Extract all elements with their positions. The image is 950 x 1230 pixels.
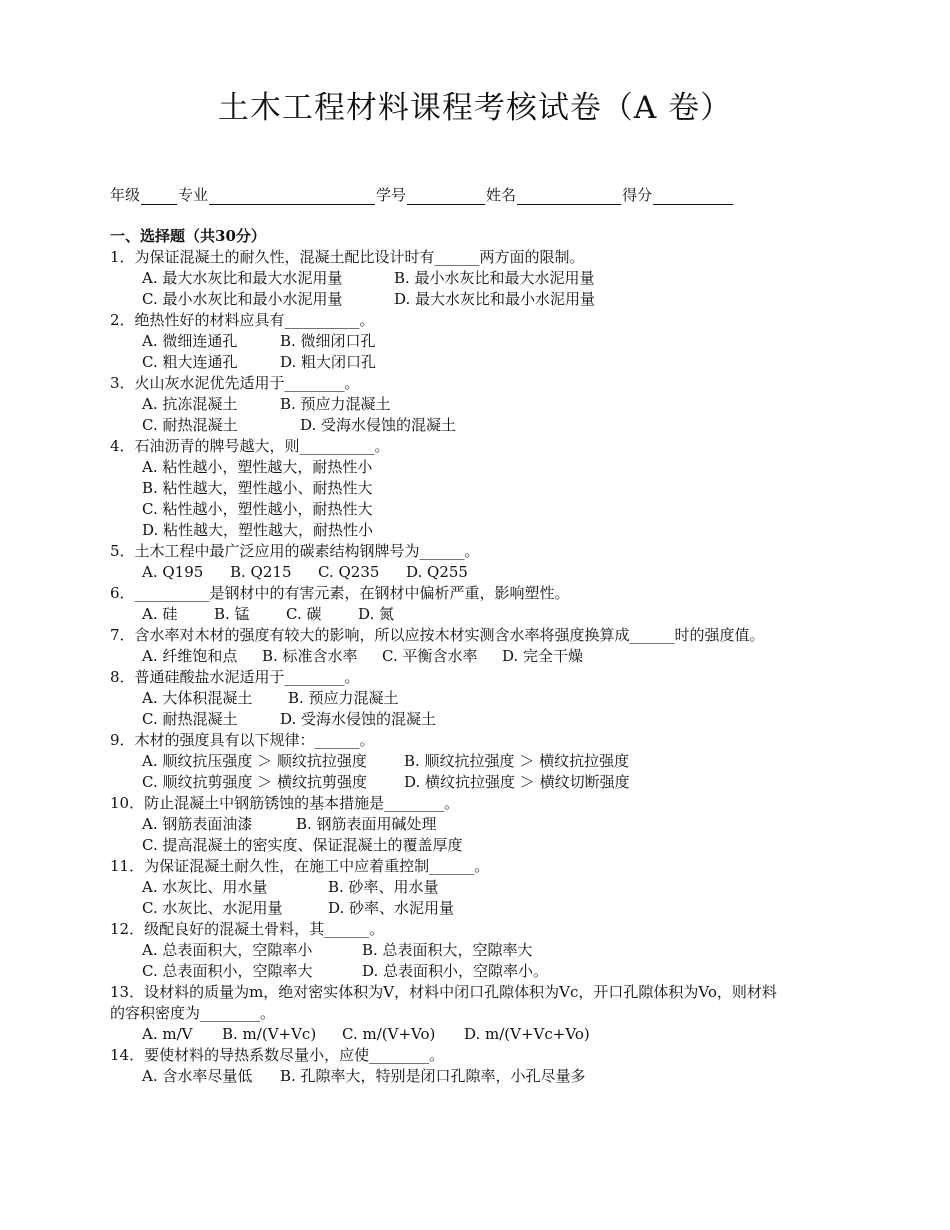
- option-a: A. 顺纹抗压强度 ＞ 顺纹抗拉强度: [142, 752, 367, 770]
- name-label: 姓名: [486, 186, 517, 204]
- question-8: 8．普通硅酸盐水泥适用于________。: [110, 668, 360, 686]
- option-b: B. 总表面积大，空隙率大: [362, 941, 533, 959]
- question-3-options-row1: [110, 394, 840, 415]
- major-label: 专业: [178, 186, 209, 204]
- option-d: D. 受海水侵蚀的混凝土: [280, 710, 437, 728]
- question-9: 9．木材的强度具有以下规律：______。: [110, 731, 375, 749]
- option-b: B. 预应力混凝土: [288, 689, 399, 707]
- option-b: B. 钢筋表面用碱处理: [296, 815, 437, 833]
- name-blank[interactable]: [517, 188, 621, 205]
- option-c: C. 最小水灰比和最小水泥用量: [142, 290, 343, 308]
- option-d: D. Q255: [406, 563, 468, 581]
- question-4: 4．石油沥青的牌号越大，则__________。: [110, 437, 390, 455]
- option-c: C. Q235: [318, 563, 380, 581]
- question-1: 1．为保证混凝土的耐久性，混凝土配比设计时有______两方面的限制。: [110, 248, 585, 266]
- option-b: B. 粘性越大，塑性越小、耐热性大: [142, 479, 373, 497]
- option-d: D. 受海水侵蚀的混凝土: [300, 416, 457, 434]
- major-blank[interactable]: [209, 188, 375, 205]
- question-12-options-row1: [110, 940, 840, 961]
- question-11-options-row1: [110, 877, 840, 898]
- question-6: 6．__________是钢材中的有害元素，在钢材中偏析严重，影响塑性。: [110, 584, 570, 602]
- question-6-options: [110, 604, 840, 625]
- question-5-options: [110, 562, 840, 583]
- option-a: A. 水灰比、用水量: [142, 878, 268, 896]
- option-b: B. m/(V+Vc): [222, 1025, 317, 1043]
- option-b: B. 锰: [214, 605, 250, 623]
- option-d: D. m/(V+Vc+Vo): [464, 1025, 590, 1043]
- option-d: D. 横纹抗拉强度 ＞ 横纹切断强度: [404, 773, 630, 791]
- question-7-options: [110, 646, 840, 667]
- option-d: D. 砂率、水泥用量: [328, 899, 455, 917]
- option-c: C. 碳: [286, 605, 322, 623]
- option-b: B. 标准含水率: [262, 647, 358, 665]
- option-b: B. 预应力混凝土: [280, 395, 391, 413]
- question-11-options-row2: [110, 898, 840, 919]
- question-13-continued: 的容积密度为________。: [110, 1004, 276, 1022]
- option-d: D. 粗大闭口孔: [280, 353, 377, 371]
- option-b: B. 微细闭口孔: [280, 332, 376, 350]
- score-label: 得分: [622, 186, 653, 204]
- grade-label: 年级: [110, 186, 141, 204]
- student-id-blank[interactable]: [407, 188, 485, 205]
- question-8-options-row2: [110, 709, 840, 730]
- option-a: A. m/V: [142, 1025, 193, 1043]
- option-a: A. 硅: [142, 605, 178, 623]
- question-1-options-row1: [110, 268, 840, 289]
- option-a: A. 钢筋表面油漆: [142, 815, 253, 833]
- question-12-options-row2: [110, 961, 840, 982]
- question-10-options-row1: [110, 814, 840, 835]
- option-a: A. 抗冻混凝土: [142, 395, 238, 413]
- option-c: C. 粗大连通孔: [142, 353, 238, 371]
- section-heading: 一、选择题（共30分）: [110, 227, 266, 245]
- option-d: D. 总表面积小，空隙率小。: [362, 962, 549, 980]
- option-b: B. Q215: [230, 563, 292, 581]
- question-10: 10．防止混凝土中钢筋锈蚀的基本措施是________。: [110, 794, 460, 812]
- option-c: C. m/(V+Vo): [342, 1025, 436, 1043]
- question-7: 7．含水率对木材的强度有较大的影响，所以应按木材实测含水率将强度换算成______时的强度值。: [110, 626, 765, 644]
- option-c: C. 水灰比、水泥用量: [142, 899, 283, 917]
- question-14-options: [110, 1066, 840, 1087]
- option-b: B. 孔隙率大，特别是闭口孔隙率，小孔尽量多: [280, 1067, 586, 1085]
- option-a: A. Q195: [142, 563, 204, 581]
- question-1-options-row2: [110, 289, 840, 310]
- option-a: A. 含水率尽量低: [142, 1067, 253, 1085]
- exam-content: [110, 226, 840, 1087]
- option-a: A. 粘性越小，塑性越大，耐热性小: [142, 458, 373, 476]
- option-a: A. 纤维饱和点: [142, 647, 238, 665]
- option-a: A. 大体积混凝土: [142, 689, 253, 707]
- grade-blank[interactable]: [141, 188, 177, 205]
- option-b: B. 最小水灰比和最大水泥用量: [394, 269, 595, 287]
- option-c: C. 顺纹抗剪强度 ＞ 横纹抗剪强度: [142, 773, 368, 791]
- option-c: C. 平衡含水率: [382, 647, 478, 665]
- score-blank[interactable]: [653, 188, 733, 205]
- option-b: B. 砂率、用水量: [328, 878, 439, 896]
- option-c: C. 总表面积小，空隙率大: [142, 962, 313, 980]
- student-info-line: [110, 184, 734, 205]
- question-12: 12．级配良好的混凝土骨料，其______。: [110, 920, 385, 938]
- option-a: A. 最大水灰比和最大水泥用量: [142, 269, 343, 287]
- question-3-options-row2: [110, 415, 840, 436]
- question-14: 14．要使材料的导热系数尽量小，应使________。: [110, 1046, 445, 1064]
- question-5: 5．土木工程中最广泛应用的碳素结构钢牌号为______。: [110, 542, 480, 560]
- question-3: 3．火山灰水泥优先适用于________。: [110, 374, 360, 392]
- exam-title: 土木工程材料课程考核试卷（A 卷）: [217, 90, 733, 126]
- question-13-options: [110, 1024, 840, 1045]
- option-d: D. 最大水灰比和最小水泥用量: [394, 290, 596, 308]
- question-2-options-row1: [110, 331, 840, 352]
- option-a: A. 总表面积大，空隙率小: [142, 941, 313, 959]
- option-c: C. 耐热混凝土: [142, 416, 238, 434]
- option-c: C. 耐热混凝土: [142, 710, 238, 728]
- option-c: C. 提高混凝土的密实度、保证混凝土的覆盖厚度: [142, 836, 463, 854]
- option-d: D. 粘性越大，塑性越大，耐热性小: [142, 521, 374, 539]
- question-2-options-row2: [110, 352, 840, 373]
- question-2: 2．绝热性好的材料应具有__________。: [110, 311, 375, 329]
- question-11: 11．为保证混凝土耐久性，在施工中应着重控制______。: [110, 857, 490, 875]
- option-a: A. 微细连通孔: [142, 332, 238, 350]
- question-13: 13．设材料的质量为m，绝对密实体积为V，材料中闭口孔隙体积为Vc，开口孔隙体积为Vo，则材料: [110, 983, 777, 1001]
- option-d: D. 完全干燥: [502, 647, 584, 665]
- question-9-options-row1: [110, 751, 840, 772]
- option-d: D. 氮: [358, 605, 395, 623]
- question-9-options-row2: [110, 772, 840, 793]
- option-c: C. 粘性越小，塑性越小，耐热性大: [142, 500, 373, 518]
- student-id-label: 学号: [376, 186, 407, 204]
- option-b: B. 顺纹抗拉强度 ＞ 横纹抗拉强度: [404, 752, 630, 770]
- question-8-options-row1: [110, 688, 840, 709]
